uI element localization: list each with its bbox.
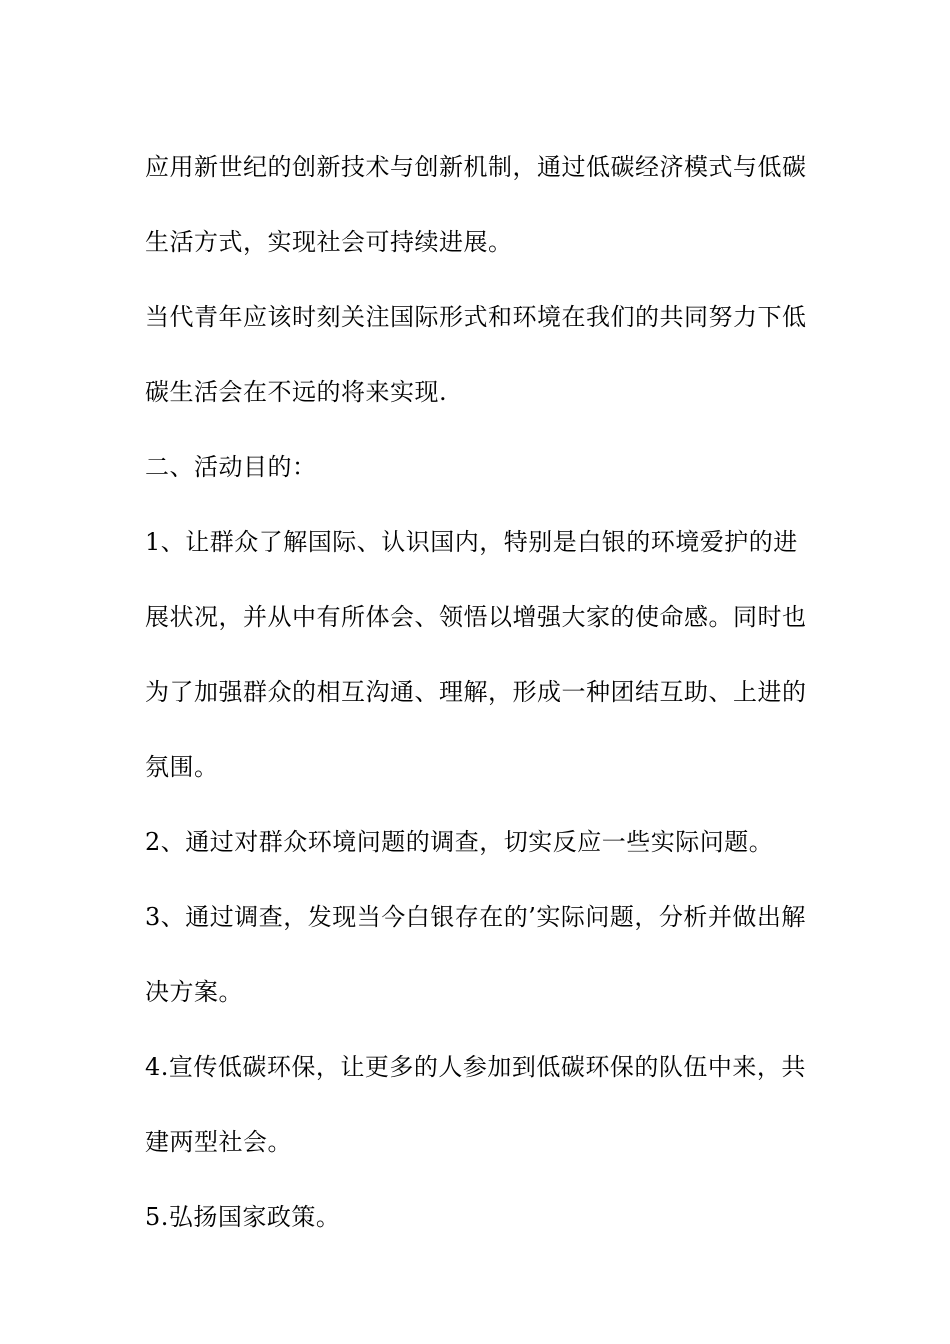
- goal-item-5: 5.弘扬国家政策。: [145, 1203, 341, 1231]
- goal-item-3: 3、通过调查，发现当今白银存在的’实际问题，分析并做出解决方案。: [145, 903, 806, 1006]
- goal-item-4: 4.宣传低碳环保，让更多的人参加到低碳环保的队伍中来，共建两型社会。: [145, 1053, 806, 1156]
- goal-item-2: 2、通过对群众环境问题的调查，切实反应一些实际问题。: [145, 828, 774, 856]
- goal-item-1: 1、让群众了解国际、认识国内，特别是白银的环境爱护的进展状况，并从中有所体会、领悟以增强大家的使命感。同时也为了加强群众的相互沟通、理解，形成一种团结互助、上进的氛围。: [145, 528, 807, 781]
- paragraph-intro-methods: 应用新世纪的创新技术与创新机制，通过低碳经济模式与低碳生活方式，实现社会可持续进展。: [145, 153, 807, 256]
- document-body: [145, 130, 810, 1255]
- section-heading-goals: 二、活动目的：: [145, 453, 317, 481]
- paragraph-youth-attention: 当代青年应该时刻关注国际形式和环境在我们的共同努力下低碳生活会在不远的将来实现.: [145, 303, 807, 406]
